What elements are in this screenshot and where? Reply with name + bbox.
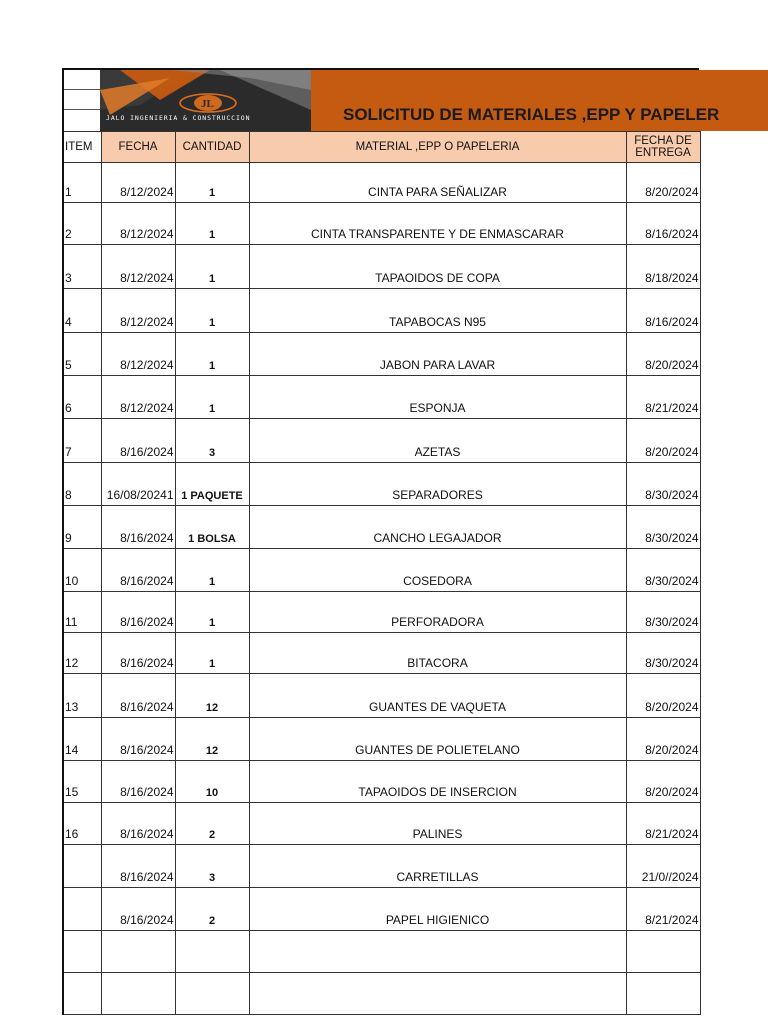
cell-fecha: 8/12/2024 [101, 203, 175, 245]
cell-fecha: 8/16/2024 [101, 592, 175, 633]
cell-item: 1 [63, 163, 101, 203]
cell-cantidad: 1 [175, 549, 249, 592]
table-row [63, 761, 700, 803]
cell-material: SEPARADORES [249, 463, 626, 506]
cell-cantidad: 10 [175, 761, 249, 803]
cell-fecha: 8/16/2024 [101, 888, 175, 931]
cell-material: TAPABOCAS N95 [249, 289, 626, 333]
cell-item: 10 [63, 549, 101, 592]
cell-fecha-entrega: 8/30/2024 [626, 463, 700, 506]
cell-divider [64, 89, 102, 90]
cell-fecha-entrega: 21/0//2024 [626, 845, 700, 888]
table-row [63, 674, 700, 718]
cell-item [63, 888, 101, 931]
cell-fecha-entrega: 8/20/2024 [626, 163, 700, 203]
cell-fecha: 8/12/2024 [101, 333, 175, 376]
table-row [63, 506, 700, 549]
cell-fecha-entrega: 8/16/2024 [626, 203, 700, 245]
cell-fecha-entrega: 8/30/2024 [626, 633, 700, 674]
cell-material: CANCHO LEGAJADOR [249, 506, 626, 549]
table-row [63, 463, 700, 506]
cell-cantidad: 12 [175, 718, 249, 761]
cell-cantidad: 12 [175, 674, 249, 718]
table-row [63, 376, 700, 419]
cell-cantidad: 1 [175, 592, 249, 633]
cell-item: 5 [63, 333, 101, 376]
col-header-fecha-entrega-line2: ENTREGA [635, 147, 691, 159]
col-header-material: MATERIAL ,EPP O PAPELERIA [249, 132, 626, 163]
cell-material [249, 931, 626, 973]
cell-material: GUANTES DE POLIETELANO [249, 718, 626, 761]
table-row [63, 803, 700, 845]
cell-fecha: 8/16/2024 [101, 633, 175, 674]
logo-initials: JL [201, 98, 214, 110]
cell-material: PALINES [249, 803, 626, 845]
cell-item: 6 [63, 376, 101, 419]
cell-item: 13 [63, 674, 101, 718]
cell-item: 8 [63, 463, 101, 506]
table-row [63, 888, 700, 931]
cell-cantidad: 1 PAQUETE [175, 463, 249, 506]
cell-item: 4 [63, 289, 101, 333]
cell-fecha: 8/12/2024 [101, 245, 175, 289]
cell-fecha-entrega: 8/20/2024 [626, 419, 700, 463]
cell-material: AZETAS [249, 419, 626, 463]
cell-fecha-entrega: 8/21/2024 [626, 803, 700, 845]
cell-material: BITACORA [249, 633, 626, 674]
cell-material: ESPONJA [249, 376, 626, 419]
cell-cantidad: 2 [175, 888, 249, 931]
table-row [63, 245, 700, 289]
table-row [63, 333, 700, 376]
cell-cantidad: 1 [175, 163, 249, 203]
cell-material: PERFORADORA [249, 592, 626, 633]
header-left-cells [62, 70, 100, 131]
cell-fecha [101, 973, 175, 1015]
cell-material [249, 973, 626, 1015]
cell-cantidad: 1 [175, 203, 249, 245]
cell-fecha-entrega: 8/18/2024 [626, 245, 700, 289]
table-header-row [63, 132, 700, 163]
cell-fecha-entrega: 8/30/2024 [626, 592, 700, 633]
cell-fecha-entrega [626, 931, 700, 973]
cell-item: 16 [63, 803, 101, 845]
cell-material: CARRETILLAS [249, 845, 626, 888]
table-row [63, 633, 700, 674]
cell-cantidad: 1 [175, 245, 249, 289]
materials-table [62, 131, 701, 1015]
cell-material: CINTA PARA SEÑALIZAR [249, 163, 626, 203]
cell-item: 7 [63, 419, 101, 463]
table-row [63, 419, 700, 463]
table-row [63, 549, 700, 592]
cell-fecha-entrega: 8/20/2024 [626, 674, 700, 718]
col-header-fecha-entrega-line1: FECHA DE [634, 135, 692, 147]
cell-item [63, 931, 101, 973]
cell-item [63, 973, 101, 1015]
cell-cantidad: 1 [175, 376, 249, 419]
cell-fecha: 8/16/2024 [101, 718, 175, 761]
col-header-item: ITEM [63, 132, 101, 163]
cell-fecha: 8/16/2024 [101, 803, 175, 845]
cell-cantidad: 1 [175, 633, 249, 674]
cell-material: TAPAOIDOS DE COPA [249, 245, 626, 289]
cell-item: 12 [63, 633, 101, 674]
cell-material: TAPAOIDOS DE INSERCION [249, 761, 626, 803]
cell-item: 14 [63, 718, 101, 761]
cell-fecha-entrega: 8/21/2024 [626, 888, 700, 931]
cell-fecha: 8/16/2024 [101, 549, 175, 592]
cell-cantidad: 3 [175, 419, 249, 463]
cell-cantidad [175, 931, 249, 973]
cell-fecha: 8/12/2024 [101, 376, 175, 419]
cell-cantidad: 1 [175, 289, 249, 333]
cell-material: PAPEL HIGIENICO [249, 888, 626, 931]
table-row [63, 289, 700, 333]
table-row [63, 718, 700, 761]
cell-divider [64, 109, 102, 110]
cell-fecha-entrega: 8/30/2024 [626, 549, 700, 592]
cell-item: 3 [63, 245, 101, 289]
col-header-cantidad: CANTIDAD [175, 132, 249, 163]
cell-fecha: 16/08/20241 [101, 463, 175, 506]
col-header-fecha: FECHA [101, 132, 175, 163]
cell-cantidad: 2 [175, 803, 249, 845]
cell-fecha: 8/12/2024 [101, 163, 175, 203]
cell-fecha-entrega: 8/20/2024 [626, 761, 700, 803]
cell-fecha: 8/16/2024 [101, 845, 175, 888]
cell-fecha-entrega: 8/21/2024 [626, 376, 700, 419]
company-logo [100, 70, 311, 131]
cell-material: JABON PARA LAVAR [249, 333, 626, 376]
cell-fecha-entrega: 8/16/2024 [626, 289, 700, 333]
cell-material: GUANTES DE VAQUETA [249, 674, 626, 718]
cell-material: CINTA TRANSPARENTE Y DE ENMASCARAR [249, 203, 626, 245]
page-title: SOLICITUD DE MATERIALES ,EPP Y PAPELER [343, 105, 720, 124]
cell-fecha-entrega: 8/20/2024 [626, 333, 700, 376]
table-row [63, 973, 700, 1015]
logo-company-name: JALO INGENIERIA & CONSTRUCCION [106, 114, 251, 122]
cell-item: 11 [63, 592, 101, 633]
cell-fecha: 8/16/2024 [101, 506, 175, 549]
col-header-fecha-entrega [626, 132, 700, 163]
cell-cantidad: 3 [175, 845, 249, 888]
table-row [63, 592, 700, 633]
cell-cantidad: 1 BOLSA [175, 506, 249, 549]
cell-fecha: 8/16/2024 [101, 674, 175, 718]
cell-item [63, 845, 101, 888]
cell-item: 15 [63, 761, 101, 803]
cell-fecha-entrega: 8/20/2024 [626, 718, 700, 761]
cell-fecha-entrega: 8/30/2024 [626, 506, 700, 549]
table-row [63, 931, 700, 973]
cell-fecha: 8/16/2024 [101, 761, 175, 803]
cell-item: 2 [63, 203, 101, 245]
table-row [63, 203, 700, 245]
cell-fecha: 8/12/2024 [101, 289, 175, 333]
table-row [63, 163, 700, 203]
cell-fecha: 8/16/2024 [101, 419, 175, 463]
cell-cantidad: 1 [175, 333, 249, 376]
cell-cantidad [175, 973, 249, 1015]
cell-fecha [101, 931, 175, 973]
cell-fecha-entrega [626, 973, 700, 1015]
cell-material: COSEDORA [249, 549, 626, 592]
table-row [63, 845, 700, 888]
cell-item: 9 [63, 506, 101, 549]
